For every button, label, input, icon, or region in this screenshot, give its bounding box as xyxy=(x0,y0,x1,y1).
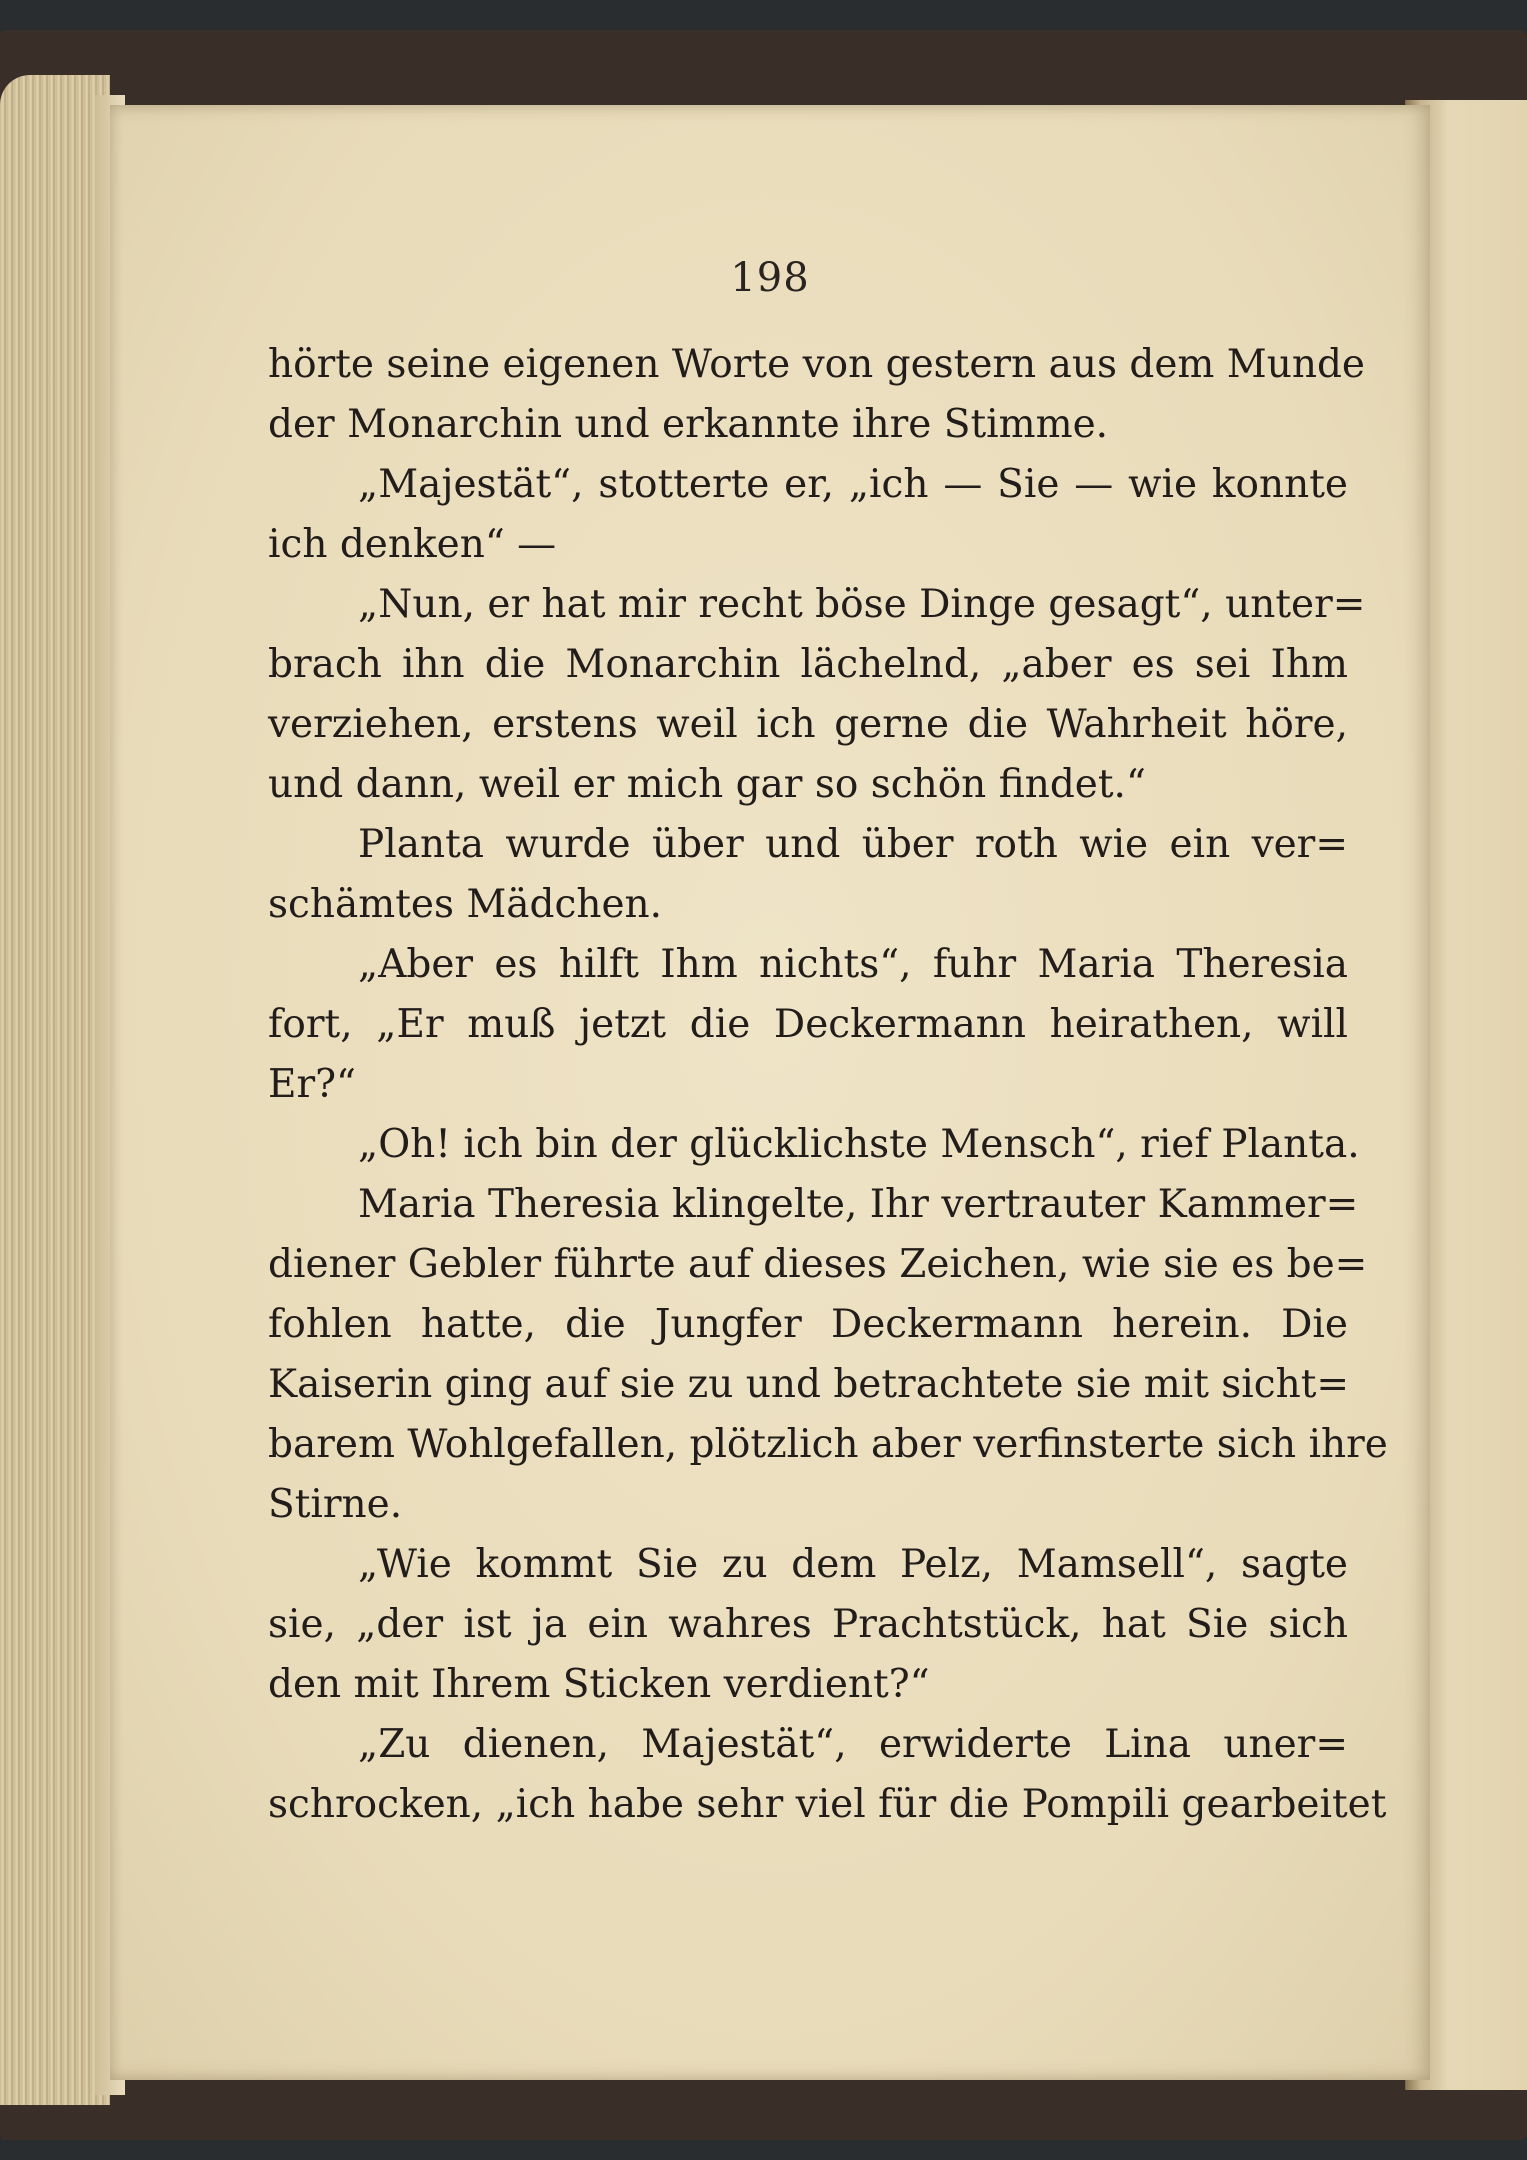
text-line: hörte seine eigenen Worte von gestern aus dem Munde xyxy=(268,342,1365,387)
text-line: Planta wurde über und über roth wie ein ver= xyxy=(358,822,1348,867)
text-line: Maria Theresia klingelte, Ihr vertrauter Kammer= xyxy=(358,1182,1359,1227)
text-line: schämtes Mädchen. xyxy=(268,882,663,927)
text-line: brach ihn die Monarchin lächelnd, „aber es sei Ihm xyxy=(268,642,1348,687)
text-line: Kaiserin ging auf sie zu und betrachtete sie mit sicht= xyxy=(268,1362,1350,1407)
text-line: „Wie kommt Sie zu dem Pelz, Mamsell“, sagte xyxy=(358,1542,1348,1587)
book-page xyxy=(110,105,1430,2080)
page-edges xyxy=(0,75,110,2105)
text-line: diener Gebler führte auf dieses Zeichen, wie sie es be= xyxy=(268,1242,1368,1287)
text-line: „Nun, er hat mir recht böse Dinge gesagt“, unter= xyxy=(358,582,1366,627)
text-line: fort, „Er muß jetzt die Deckermann heirathen, will xyxy=(268,1002,1348,1047)
text-line: ich denken“ — xyxy=(268,522,557,567)
text-line: verziehen, erstens weil ich gerne die Wahrheit höre, xyxy=(268,702,1348,747)
text-line: den mit Ihrem Sticken verdient?“ xyxy=(268,1662,930,1707)
text-line: „Aber es hilft Ihm nichts“, fuhr Maria Theresia xyxy=(358,942,1348,987)
text-line: fohlen hatte, die Jungfer Deckermann herein. Die xyxy=(268,1302,1348,1347)
text-line: sie, „der ist ja ein wahres Prachtstück, hat Sie sich xyxy=(268,1602,1348,1647)
text-line: und dann, weil er mich gar so schön findet.“ xyxy=(268,762,1146,807)
text-line: Er?“ xyxy=(268,1062,356,1107)
text-line: „Oh! ich bin der glücklichste Mensch“, rief Planta. xyxy=(358,1122,1360,1167)
text-line: der Monarchin und erkannte ihre Stimme. xyxy=(268,402,1109,447)
text-line: Stirne. xyxy=(268,1482,403,1527)
page-number: 198 xyxy=(730,255,810,301)
text-line: schrocken, „ich habe sehr viel für die Pompili gearbeitet xyxy=(268,1782,1387,1827)
text-line: barem Wohlgefallen, plötzlich aber verfinsterte sich ihre xyxy=(268,1422,1388,1467)
page-text xyxy=(268,335,1388,1835)
text-line: „Zu dienen, Majestät“, erwiderte Lina uner= xyxy=(358,1722,1348,1767)
text-line: „Majestät“, stotterte er, „ich — Sie — wie konnte xyxy=(358,462,1348,507)
